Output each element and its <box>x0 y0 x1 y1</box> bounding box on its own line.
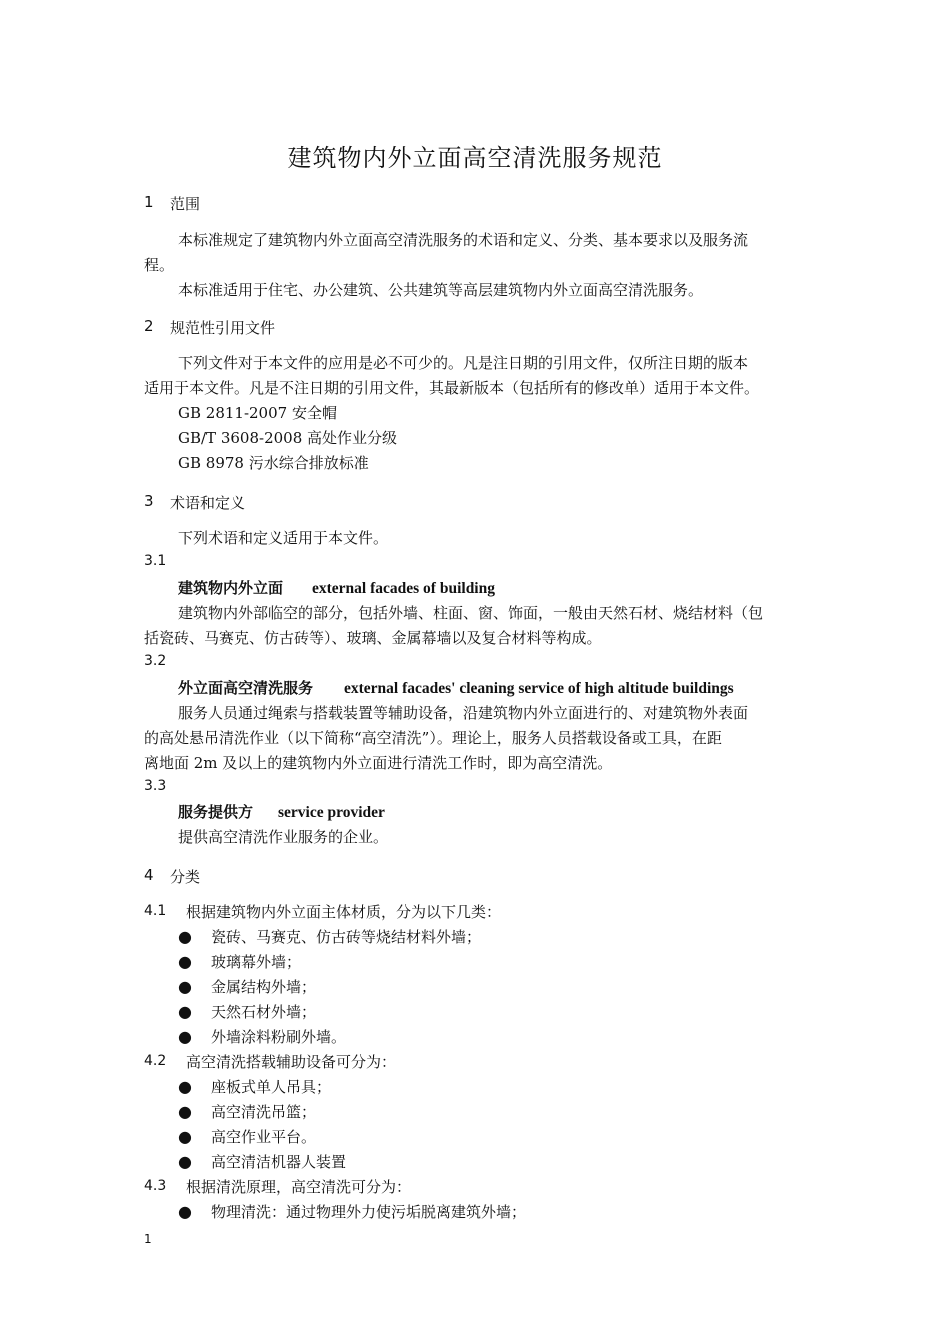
section-1-para-2: 本标准适用于住宅、办公建筑、公共建筑等高层建筑物内外立面高空清洗服务。 <box>178 281 704 299</box>
section-3-heading: 术语和定义 <box>170 494 246 512</box>
normative-reference: GB/T 3608-2008 高处作业分级 <box>178 429 398 447</box>
list-item: 瓷砖、马赛克、仿古砖等烧结材料外墙； <box>211 928 482 946</box>
section-2-para-line-1: 下列文件对于本文件的应用是必不可少的。凡是注日期的引用文件，仅所注日期的版本 <box>178 354 749 372</box>
list-item: 金属结构外墙； <box>211 978 317 996</box>
clause-4-1-text: 根据建筑物内外立面主体材质，分为以下几类： <box>186 903 502 921</box>
list-item: 座板式单人吊具； <box>211 1078 332 1096</box>
term-3-1-number: 3.1 <box>144 553 167 569</box>
section-2-para-line-2: 适用于本文件。凡是不注日期的引用文件，其最新版本（包括所有的修改单）适用于本文件。 <box>144 379 760 397</box>
section-1-para-1-line-1: 本标准规定了建筑物内外立面高空清洗服务的术语和定义、分类、基本要求以及服务流 <box>178 231 749 249</box>
term-3-1-english: external facades of building <box>312 580 495 597</box>
list-item: 天然石材外墙； <box>211 1003 317 1021</box>
section-2-number: 2 <box>144 317 154 335</box>
term-3-3-definition: 提供高空清洗作业服务的企业。 <box>178 828 389 846</box>
bullet-icon: ● <box>178 1202 192 1221</box>
page-number: 1 <box>144 1232 152 1246</box>
bullet-icon: ● <box>178 1077 192 1096</box>
clause-4-3-number: 4.3 <box>144 1178 167 1194</box>
clause-4-3-text: 根据清洗原理，高空清洗可分为： <box>186 1178 412 1196</box>
section-4-heading: 分类 <box>170 868 201 886</box>
list-item: 高空清洗吊篮； <box>211 1103 317 1121</box>
term-3-1-chinese: 建筑物内外立面 <box>178 579 284 597</box>
term-3-3-english: service provider <box>278 804 385 821</box>
term-3-2-definition-line-3: 离地面 2m 及以上的建筑物内外立面进行清洗工作时，即为高空清洗。 <box>144 754 613 772</box>
list-item: 高空清洁机器人装置 <box>211 1153 347 1171</box>
section-4-number: 4 <box>144 866 154 884</box>
normative-reference: GB 2811-2007 安全帽 <box>178 404 337 422</box>
bullet-icon: ● <box>178 1127 192 1146</box>
term-3-1-definition-line-1: 建筑物内外部临空的部分，包括外墙、柱面、窗、饰面，一般由天然石材、烧结材料（包 <box>178 604 764 622</box>
section-3-intro: 下列术语和定义适用于本文件。 <box>178 529 389 547</box>
section-1-heading: 范围 <box>170 195 201 213</box>
bullet-icon: ● <box>178 1002 192 1021</box>
bullet-icon: ● <box>178 927 192 946</box>
normative-reference: GB 8978 污水综合排放标准 <box>178 454 369 472</box>
bullet-icon: ● <box>178 952 192 971</box>
section-2-heading: 规范性引用文件 <box>170 319 276 337</box>
section-1-number: 1 <box>144 193 154 211</box>
term-3-2-number: 3.2 <box>144 653 167 669</box>
section-3-number: 3 <box>144 492 154 510</box>
list-item: 玻璃幕外墙； <box>211 953 302 971</box>
bullet-icon: ● <box>178 1102 192 1121</box>
document-title: 建筑物内外立面高空清洗服务规范 <box>287 144 663 172</box>
term-3-2-english: external facades' cleaning service of high altitude buildings <box>344 680 734 697</box>
term-3-3-number: 3.3 <box>144 778 167 794</box>
term-3-2-definition-line-1: 服务人员通过绳索与搭载装置等辅助设备，沿建筑物内外立面进行的、对建筑物外表面 <box>178 704 749 722</box>
clause-4-2-number: 4.2 <box>144 1053 167 1069</box>
list-item: 外墙涂料粉刷外墙。 <box>211 1028 347 1046</box>
bullet-icon: ● <box>178 1027 192 1046</box>
term-3-3-chinese: 服务提供方 <box>178 803 254 821</box>
bullet-icon: ● <box>178 1152 192 1171</box>
term-3-2-chinese: 外立面高空清洗服务 <box>178 679 314 697</box>
clause-4-1-number: 4.1 <box>144 903 167 919</box>
term-3-2-definition-line-2: 的高处悬吊清洗作业（以下简称“高空清洗”）。理论上，服务人员搭载设备或工具，在距 <box>144 729 722 747</box>
term-3-1-definition-line-2: 括瓷砖、马赛克、仿古砖等）、玻璃、金属幕墙以及复合材料等构成。 <box>144 629 602 647</box>
list-item: 高空作业平台。 <box>211 1128 317 1146</box>
clause-4-2-text: 高空清洗搭载辅助设备可分为： <box>186 1053 397 1071</box>
section-1-para-1-line-2: 程。 <box>144 256 175 274</box>
list-item: 物理清洗：通过物理外力使污垢脱离建筑外墙； <box>211 1203 527 1221</box>
bullet-icon: ● <box>178 977 192 996</box>
